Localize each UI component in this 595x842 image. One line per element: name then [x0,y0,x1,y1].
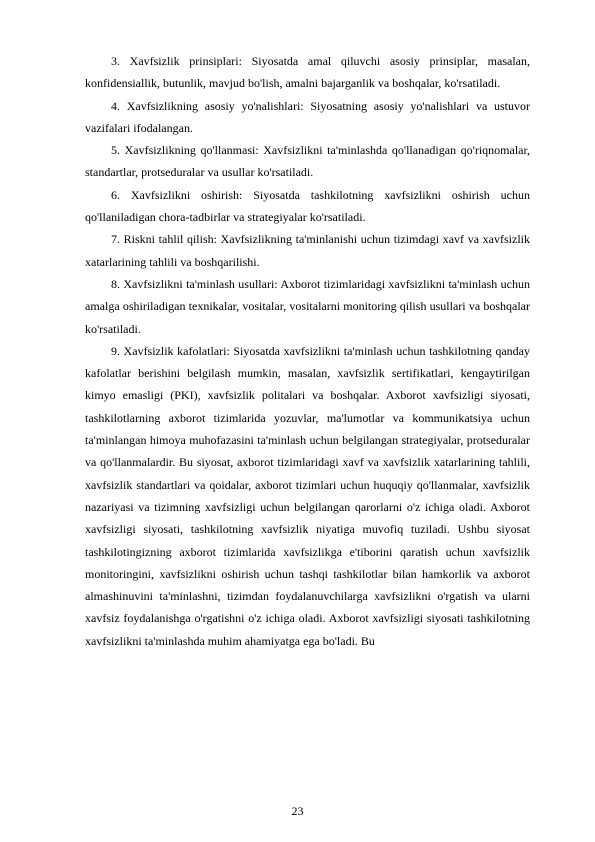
paragraph-security-methods: 8. Xavfsizlikni ta'minlash usullari: Axborot tizimlaridagi xavfsizlikni ta'minlash uchun amalga oshiriladigan texnikalar, vositalar, vositalarni monitoring qilish usullari va boshqalar ko'rsatiladi. [85,276,530,336]
document-body [85,50,530,652]
paragraph-risk-analysis: 7. Riskni tahlil qilish: Xavfsizlikning ta'minlanishi uchun tizimdagi xavf va xavfsizlik xatarlarining tahlili va boshqarilishi. [85,232,530,269]
paragraph-security-guarantees: 9. Xavfsizlik kafolatlari: Siyosatda xavfsizlikni ta'minlash uchun tashkilotning qanday kafolatlar berishini belgilash mumkin, masalan, xavfsizlik sertifikatlari, kengaytirilgan kimyo emasligi (PKI), xavfsizlik politalari va boshqalar. Axborot xavfsizligi siyosati, tashkilotlarning axborot tizimlarida yozuvlar, ma'lumotlar va kommunikatsiya uchun ta'minlangan himoya muhofazasini ta'minlash uchun belgilangan strategiyalar, protseduralar va qo'llanmalardir. Bu siyosat, axborot tizimlaridagi xavf va xavfsizlik xatarlarining tahlili, xavfsizlik standartlari va qoidalar, axborot tizimlari uchun huquqiy qo'llanmalar, xavfsizlik nazariyasi va tizimning xavfsizligi uchun belgilangan qarorlarni o'z ichiga oladi. Axborot xavfsizligi siyosati, tashkilotning xavfsizlik niyatiga muvofiq tuziladi. Ushbu siyosat tashkilotingizning axborot tizimlarida xavfsizlikga e'tiborini qaratish uchun xavfsizlik monitoringini, xavfsizlikni oshirish uchun tashqi tashkilotlar bilan hamkorlik va axborot almashinuvini ta'minlashni, tizimdan foydalanuvchilarga xavfsizlikni o'rgatish va ularni xavfsiz foydalanishga o'rgatishni o'z ichiga oladi. Axborot xavfsizligi siyosati tashkilotning xavfsizlikni ta'minlashda muhim ahamiyatga ega bo'ladi. Bu [85,343,530,648]
paragraph-security-guide: 5. Xavfsizlikning qo'llanmasi: Xavfsizlikni ta'minlashda qo'llanadigan qo'riqnomalar, standartlar, protseduralar va usullar ko'rsatiladi. [85,143,530,180]
paragraph-increasing-security: 6. Xavfsizlikni oshirish: Siyosatda tashkilotning xavfsizlikni oshirish uchun qo'llaniladigan chora-tadbirlar va strategiyalar ko'rsatiladi. [85,187,530,225]
page-number: 23 [291,804,304,818]
paragraph-main-directions: 4. Xavfsizlikning asosiy yo'nalishlari: Siyosatning asosiy yo'nalishlari va ustuvor vazifalari ifodalangan. [85,98,530,135]
paragraph-security-principles: 3. Xavfsizlik prinsiplari: Siyosatda amal qiluvchi asosiy prinsiplar, masalan, konfidensiallik, butunlik, mavjud bo'lish, amalni bajarganlik va boshqalar, ko'rsatiladi. [85,54,530,91]
